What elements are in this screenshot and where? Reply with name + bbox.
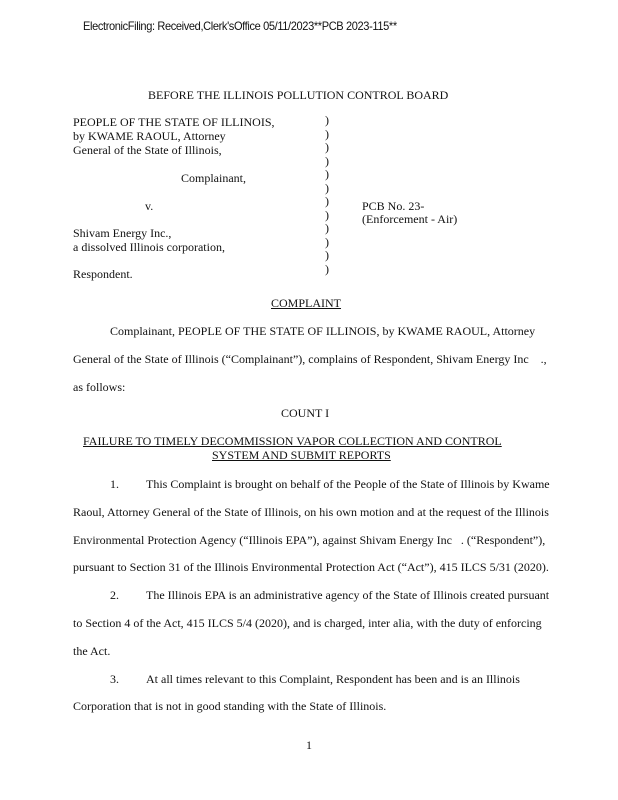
- paragraph-2-line-1: The Illinois EPA is an administrative agency of the State of Illinois created pursuant: [146, 588, 550, 602]
- paragraph-number: 1.: [110, 477, 119, 491]
- intro-line-1: Complainant, PEOPLE OF THE STATE OF ILLINOIS, by KWAME RAOUL, Attorney: [110, 324, 536, 338]
- defendant-line-1: Shivam Energy Inc.,: [73, 226, 172, 240]
- intro-line-3: as follows:: [73, 380, 126, 394]
- respondent-label: Respondent.: [73, 267, 133, 281]
- caption-paren: ): [325, 126, 329, 141]
- document-title: BEFORE THE ILLINOIS POLLUTION CONTROL BOARD: [148, 88, 449, 102]
- filing-stamp: ElectronicFiling: Received,Clerk'sOffice 05/11/2023**PCB 2023-115**: [83, 19, 397, 33]
- caption-paren: ): [325, 140, 329, 154]
- paragraph-3-line-1: At all times relevant to this Complaint, Respondent has been and is an Illinois: [146, 672, 520, 686]
- paragraph-1-line-2: Raoul, Attorney General of the State of Illinois, on his own motion and at the request of the Illinois: [73, 505, 549, 519]
- count-subheading-line-2: SYSTEM AND SUBMIT REPORTS: [212, 448, 391, 462]
- paragraph-3-line-2: Corporation that is not in good standing with the State of Illinois.: [73, 699, 387, 713]
- intro-line-2: General of the State of Illinois (“Complainant”), complains of Respondent, Shivam Energy Inc .,: [73, 352, 547, 366]
- caption-paren: ): [325, 153, 329, 168]
- plaintiff-line-3: General of the State of Illinois,: [73, 143, 222, 157]
- caption-paren: ): [325, 234, 329, 249]
- page-number: 1: [306, 738, 312, 752]
- caption-paren: ): [325, 261, 329, 276]
- paragraph-number: 3.: [110, 672, 119, 686]
- caption-paren: ): [325, 167, 329, 181]
- plaintiff-line-1: PEOPLE OF THE STATE OF ILLINOIS,: [73, 115, 275, 129]
- caption-paren: ): [325, 113, 329, 127]
- defendant-line-2: a dissolved Illinois corporation,: [73, 240, 225, 254]
- paragraph-2-line-2: to Section 4 of the Act, 415 ILCS 5/4 (2020), and is charged, inter alia, with the duty of enforcing: [73, 616, 542, 630]
- plaintiff-line-2: by KWAME RAOUL, Attorney: [73, 129, 226, 143]
- case-type: (Enforcement - Air): [362, 212, 458, 226]
- count-subheading-line-1: FAILURE TO TIMELY DECOMMISSION VAPOR COLLECTION AND CONTROL: [83, 434, 502, 448]
- complaint-heading: COMPLAINT: [271, 296, 342, 310]
- count-heading: COUNT I: [281, 406, 330, 420]
- paragraph-1-line-3: Environmental Protection Agency (“Illinois EPA”), against Shivam Energy Inc . (“Respondent”),: [73, 533, 546, 547]
- complainant-label: Complainant,: [181, 171, 246, 185]
- paragraph-number: 2.: [110, 588, 119, 602]
- paragraph-1-line-1: This Complaint is brought on behalf of the People of the State of Illinois by Kwame: [146, 477, 550, 491]
- caption-paren: ): [325, 194, 329, 208]
- caption-paren: ): [325, 248, 329, 262]
- paragraph-2-line-3: the Act.: [73, 644, 111, 658]
- case-number: PCB No. 23-: [362, 199, 425, 213]
- versus-label: v.: [145, 199, 154, 213]
- caption-paren: ): [325, 221, 329, 235]
- paragraph-1-line-4: pursuant to Section 31 of the Illinois Environmental Protection Act (“Act”), 415 ILCS 5/31 (2020).: [73, 560, 549, 574]
- caption-paren: ): [325, 207, 329, 222]
- caption-parentheses: [325, 114, 329, 276]
- caption-paren: ): [325, 180, 329, 195]
